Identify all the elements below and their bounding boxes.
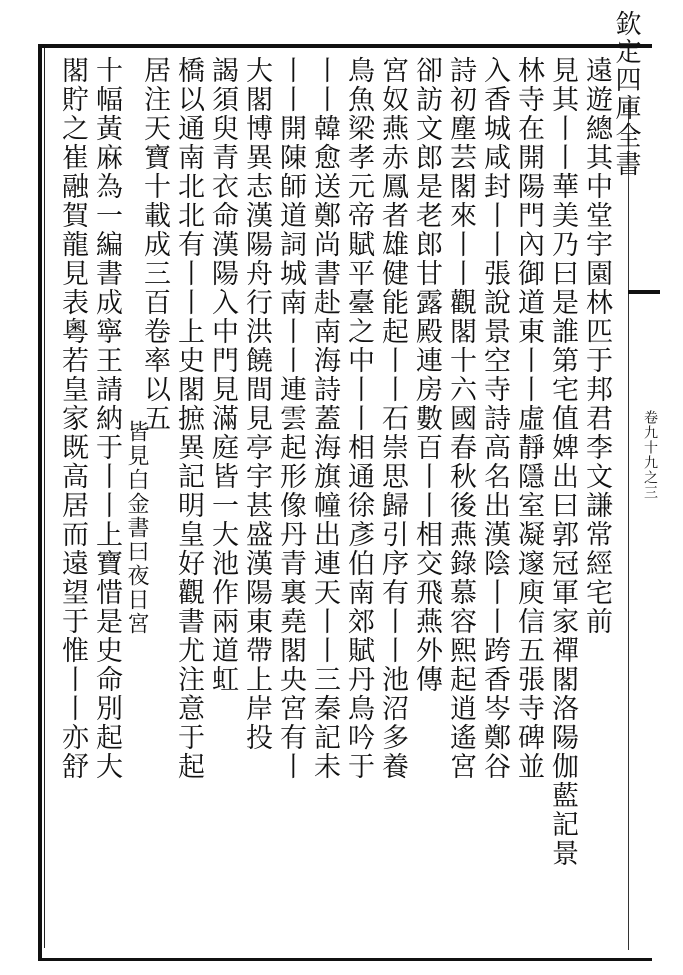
text-column-2: 見其丨丨華美乃曰是誰第宅值婢出曰郭冠軍家禪閣洛陽伽藍記景 — [547, 56, 578, 868]
text-column-10: 丨丨開陳師道詞城南丨丨連雲起形像丹青裏堯閣央宮有丨 — [275, 56, 306, 781]
text-column-17: 閣貯之崔融賀龍見表粵若皇家既高居而遠望于惟丨丨亦舒 — [57, 56, 88, 781]
text-column-11: 大閣博異志漢陽舟行洪饒間見亭宇甚盛漢陽東帶上岸投 — [241, 56, 272, 752]
margin-rule — [628, 100, 629, 950]
text-column-1: 遠遊總其中堂宇園林匹于邦君李文謙常經宅前 — [581, 56, 612, 636]
text-column-8: 鳥魚梁孝元帝賦平臺之中丨丨相通徐彥伯南郊賦丹鳥吟于 — [343, 56, 374, 781]
text-column-14: 居注天寶十載成三百卷率以五 — [139, 56, 170, 433]
text-column-13: 橋以通南北北有丨丨上史閣摭異記明皇好觀書尤注意于起 — [173, 56, 204, 781]
volume-label: 卷九十九之三 — [642, 410, 658, 500]
book-title: 欽定四庫全書 — [611, 10, 641, 178]
text-column-7: 宮奴燕赤鳳者雄健能起丨丨石崇思歸引序有丨丨池沼多養 — [377, 56, 408, 781]
text-column-5: 詩初塵芸閣來丨丨觀閣十六國春秋後燕錄慕容熙起逍遙宮 — [445, 56, 476, 781]
text-column-16: 十幅黃麻為一編書成寧王請納于丨丨上寶惜是史命別起大 — [91, 56, 122, 781]
text-column-3: 林寺在開陽門內御道東丨丨虛靜隱室凝邃庾信五張寺碑並 — [513, 56, 544, 781]
text-column-6: 卻訪文郎是老郎甘露殿連房數百丨丨相交飛燕外傳 — [411, 56, 442, 694]
text-column-12: 謁須臾青衣命漢陽入中門見滿庭皆一大池作兩道虹 — [207, 56, 238, 694]
text-column-4: 入香城咸封丨丨張說景空寺詩高名出漢陰丨丨跨香岑鄭谷 — [479, 56, 510, 781]
title-divider — [628, 290, 660, 294]
text-column-9: 丨丨韓愈送鄭尚書赴南海詩蓋海旗幢出連天丨丨三秦記未 — [309, 56, 340, 781]
text-column-15: 皆見白金書曰夜日宮 — [124, 420, 149, 636]
